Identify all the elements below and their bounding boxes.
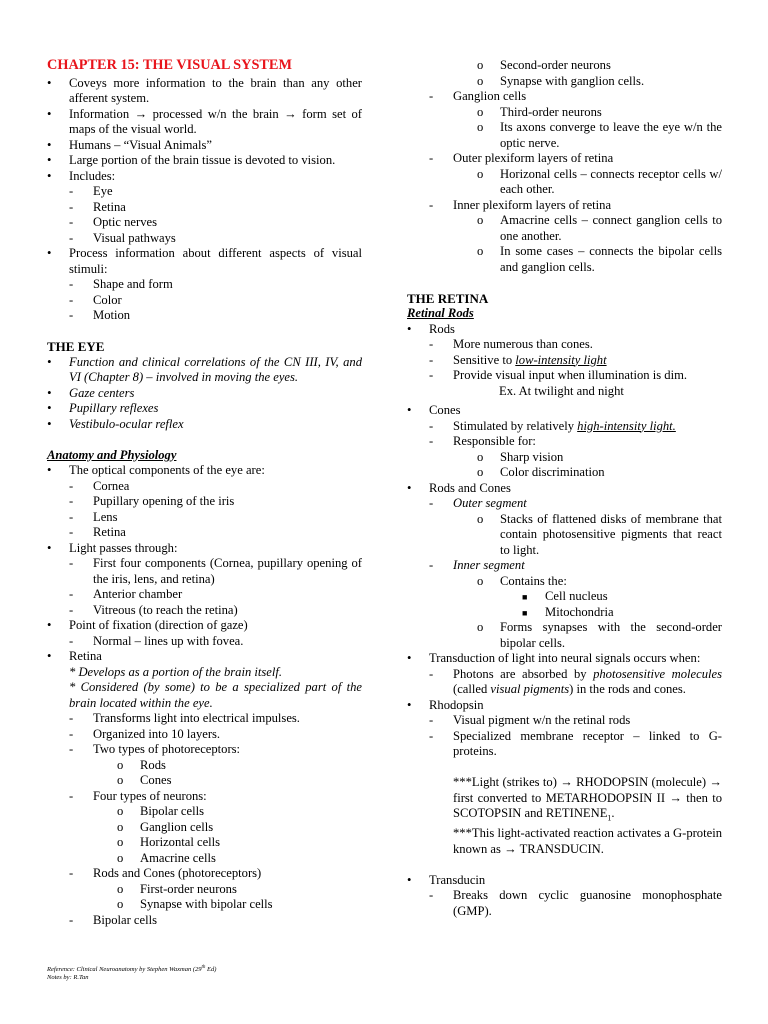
bullet-icon: • (47, 401, 52, 415)
list-item: - Two types of photoreceptors: (69, 742, 241, 756)
dash-icon: - (69, 912, 74, 927)
list-item: - Sensitive to low-intensity light (429, 352, 607, 367)
right-column (407, 58, 722, 919)
square-bullet-icon: ■ (522, 607, 528, 618)
list-item: o Amacrine cells (117, 850, 216, 865)
bullet-icon: • (47, 540, 52, 555)
bullet-icon: • (47, 618, 52, 632)
dash-icon: - (429, 496, 434, 510)
list-item: • Humans – “Visual Animals” (47, 137, 213, 152)
dash-icon: - (69, 866, 74, 880)
list-item: - Optic nerves (69, 215, 157, 229)
list-item: • Retina (47, 649, 102, 663)
circle-bullet-icon: o (117, 804, 124, 818)
list-item: • Rods (407, 321, 455, 336)
list-item: - Ganglion cells (429, 89, 527, 103)
list-item: - Outer segment (429, 496, 527, 510)
list-item: o Color discrimination (477, 465, 605, 479)
dash-icon: - (69, 494, 74, 508)
dash-icon: - (69, 633, 74, 648)
list-item: - Anterior chamber (69, 587, 183, 601)
list-item: o In some cases – connects the bipolar cells and ganglion cells. (477, 244, 722, 274)
dash-icon: - (429, 337, 434, 351)
list-item: - Visual pigment w/n the retinal rods (429, 713, 631, 727)
list-item: - Provide visual input when illumination is dim. (429, 368, 688, 382)
circle-bullet-icon: o (117, 881, 124, 896)
list-item: - Inner segment (429, 558, 525, 572)
list-item: - Retina (69, 199, 126, 214)
list-item: - Normal – lines up with fovea. (69, 633, 244, 648)
dash-icon: - (429, 728, 434, 743)
list-item: o Cones (117, 773, 172, 787)
bullet-icon: • (407, 872, 412, 887)
list-item: • Coveys more information to the brain than any other afferent system. (47, 75, 362, 105)
list-item: • Large portion of the brain tissue is devoted to vision. (47, 153, 336, 167)
list-item: • The optical components of the eye are: (47, 463, 265, 477)
list-item: o Ganglion cells (117, 819, 214, 834)
dash-icon: - (69, 587, 74, 601)
dash-icon: - (429, 368, 434, 382)
circle-bullet-icon: o (117, 897, 124, 911)
list-item: - Bipolar cells (69, 912, 158, 927)
bullet-icon: • (47, 75, 52, 90)
list-item: • Function and clinical correlations of the CN III, IV, and VI (Chapter 8) – involved in moving the eyes. (47, 354, 362, 384)
chapter-title: CHAPTER 15: THE VISUAL SYSTEM (47, 57, 292, 73)
note: * Considered (by some) to be a specialized part of the brain located within the eye. (69, 680, 362, 710)
dash-icon: - (429, 666, 434, 681)
list-item: • Includes: (47, 168, 116, 183)
list-item: • Vestibulo-ocular reflex (47, 416, 184, 431)
dash-icon: - (69, 215, 74, 229)
dash-icon: - (69, 308, 74, 322)
circle-bullet-icon: o (477, 244, 484, 258)
list-item: • Transduction of light into neural signals occurs when: (407, 651, 701, 665)
footer-notes: Notes by: R.Tan (47, 974, 89, 982)
example-text: Ex. At twilight and night (499, 383, 624, 398)
list-item: - Four types of neurons: (69, 788, 207, 803)
bullet-icon: • (47, 106, 52, 121)
circle-bullet-icon: o (117, 835, 124, 849)
circle-bullet-icon: o (477, 73, 484, 88)
dash-icon: - (69, 726, 74, 741)
list-item: o Rods (117, 757, 166, 772)
dash-icon: - (429, 89, 434, 103)
dash-icon: - (69, 478, 74, 493)
circle-bullet-icon: o (477, 620, 484, 634)
bullet-icon: • (47, 354, 52, 369)
bullet-icon: • (407, 697, 412, 712)
dash-icon: - (69, 184, 74, 198)
dash-icon: - (429, 197, 434, 212)
dash-icon: - (429, 558, 434, 572)
list-item: o Third-order neurons (477, 104, 602, 119)
list-item: o First-order neurons (117, 881, 237, 896)
list-item: • Rods and Cones (407, 480, 511, 495)
circle-bullet-icon: o (477, 166, 484, 181)
list-item: - Stimulated by relatively high-intensity light. (429, 418, 676, 433)
circle-bullet-icon: o (117, 757, 124, 772)
note: * Develops as a portion of the brain itself. (69, 664, 283, 679)
list-item: - Motion (69, 308, 131, 322)
section-heading-eye: THE EYE (47, 339, 105, 354)
list-item: - Inner plexiform layers of retina (429, 197, 612, 212)
list-item: - Photons are absorbed by photosensitive molecules (called visual pigments) in the rods and cones. (429, 666, 722, 696)
bullet-icon: • (407, 321, 412, 336)
circle-bullet-icon: o (477, 213, 484, 227)
list-item: - Eye (69, 184, 113, 198)
list-item: o Forms synapses with the second-order bipolar cells. (477, 620, 722, 650)
rhodopsin-reaction: ***This light-activated reaction activates a G-protein known as → TRANSDUCIN. (453, 826, 722, 856)
list-item: • Pupillary reflexes (47, 401, 159, 415)
dash-icon: - (69, 199, 74, 214)
list-item: • Light passes through: (47, 540, 178, 555)
list-item: • Gaze centers (47, 385, 135, 400)
dash-icon: - (429, 151, 434, 165)
list-item: - Specialized membrane receptor – linked to G-proteins. (429, 728, 722, 758)
list-item: - Rods and Cones (photoreceptors) (69, 866, 262, 880)
circle-bullet-icon: o (117, 819, 124, 834)
dash-icon: - (69, 602, 74, 617)
list-item: - First four components (Cornea, pupillary opening of the iris, lens, and retina) (69, 556, 362, 586)
circle-bullet-icon: o (477, 573, 484, 588)
list-item: - Color (69, 292, 122, 307)
circle-bullet-icon: o (477, 465, 484, 479)
circle-bullet-icon: o (477, 58, 484, 72)
subheading-retinal-rods: Retinal Rods (407, 306, 474, 320)
list-item: - Outer plexiform layers of retina (429, 151, 614, 165)
circle-bullet-icon: o (477, 120, 484, 134)
list-item: o Sharp vision (477, 449, 564, 464)
dash-icon: - (429, 434, 434, 448)
circle-bullet-icon: o (477, 449, 484, 464)
dash-icon: - (429, 713, 434, 727)
list-item: - Breaks down cyclic guanosine monophosphate (GMP). (429, 888, 722, 918)
bullet-icon: • (47, 463, 52, 477)
list-item: - Retina (69, 525, 126, 539)
circle-bullet-icon: o (477, 511, 484, 526)
list-item: o Synapse with ganglion cells. (477, 73, 645, 88)
dash-icon: - (429, 888, 434, 903)
dash-icon: - (69, 742, 74, 756)
list-item: - Cornea (69, 478, 130, 493)
dash-icon: - (69, 525, 74, 539)
list-item: ■ Mitochondria (407, 605, 722, 621)
list-item: • Cones (407, 403, 461, 417)
square-bullet-icon: ■ (522, 592, 528, 602)
bullet-icon: • (47, 246, 52, 260)
footer-reference: Reference: Clinical Neuroanatomy by Stephen Waxman (29th Ed) (47, 965, 217, 974)
list-item: • Information → processed w/n the brain → form set of maps of the visual world. (47, 106, 362, 136)
subheading-anatomy: Anatomy and Physiology (47, 447, 177, 462)
list-item: • Process information about different aspects of visual stimuli: (47, 246, 362, 276)
dash-icon: - (69, 556, 74, 570)
list-item: o Horizonal cells – connects receptor cells w/ each other. (477, 166, 722, 196)
list-item: o Synapse with bipolar cells (117, 897, 273, 911)
bullet-icon: • (47, 168, 52, 183)
list-item: - More numerous than cones. (429, 337, 593, 351)
list-item: - Responsible for: (429, 434, 536, 448)
list-item: - Visual pathways (69, 230, 176, 245)
dash-icon: - (69, 277, 74, 291)
list-item: • Rhodopsin (407, 697, 484, 712)
bullet-icon: • (47, 649, 52, 663)
dash-icon: - (69, 711, 74, 725)
list-item: o Amacrine cells – connect ganglion cells to one another. (477, 213, 722, 243)
bullet-icon: • (407, 480, 412, 495)
circle-bullet-icon: o (477, 104, 484, 119)
left-column (47, 58, 362, 928)
list-item: ■ Cell nucleus (407, 589, 722, 605)
list-item: - Transforms light into electrical impulses. (69, 711, 300, 725)
bullet-icon: • (407, 403, 412, 417)
list-item: o Stacks of flattened disks of membrane that contain photosensitive pigments that react to light. (477, 511, 722, 557)
footer (47, 964, 216, 982)
circle-bullet-icon: o (117, 773, 124, 787)
list-item: o Bipolar cells (117, 804, 205, 818)
dash-icon: - (69, 509, 74, 524)
bullet-icon: • (47, 385, 52, 400)
bullet-icon: • (407, 651, 412, 665)
list-item: • Transducin (407, 872, 486, 887)
list-item: - Organized into 10 layers. (69, 726, 221, 741)
dash-icon: - (69, 292, 74, 307)
list-item: o Contains the: (477, 573, 567, 588)
circle-bullet-icon: o (117, 850, 124, 865)
bullet-icon: • (47, 153, 52, 167)
bullet-icon: • (47, 137, 52, 152)
list-item: - Lens (69, 509, 118, 524)
dash-icon: - (69, 230, 74, 245)
list-item: - Pupillary opening of the iris (69, 494, 235, 508)
section-heading-retina: THE RETINA (407, 290, 489, 306)
dash-icon: - (69, 788, 74, 803)
list-item: - Vitreous (to reach the retina) (69, 602, 238, 617)
list-item: o Horizontal cells (117, 835, 221, 849)
dash-icon: - (429, 352, 434, 367)
list-item: • Point of fixation (direction of gaze) (47, 618, 248, 632)
dash-icon: - (429, 418, 434, 433)
list-item: o Its axons converge to leave the eye w/n the optic nerve. (477, 120, 722, 150)
list-item: - Shape and form (69, 277, 173, 291)
list-item: o Second-order neurons (477, 58, 611, 72)
bullet-icon: • (47, 416, 52, 431)
rhodopsin-pathway: ***Light (strikes to) → RHODOPSIN (molecule) → first converted to METARHODOPSIN II → then to SCOTOPSIN and $RETINENE_1$. (453, 775, 722, 823)
